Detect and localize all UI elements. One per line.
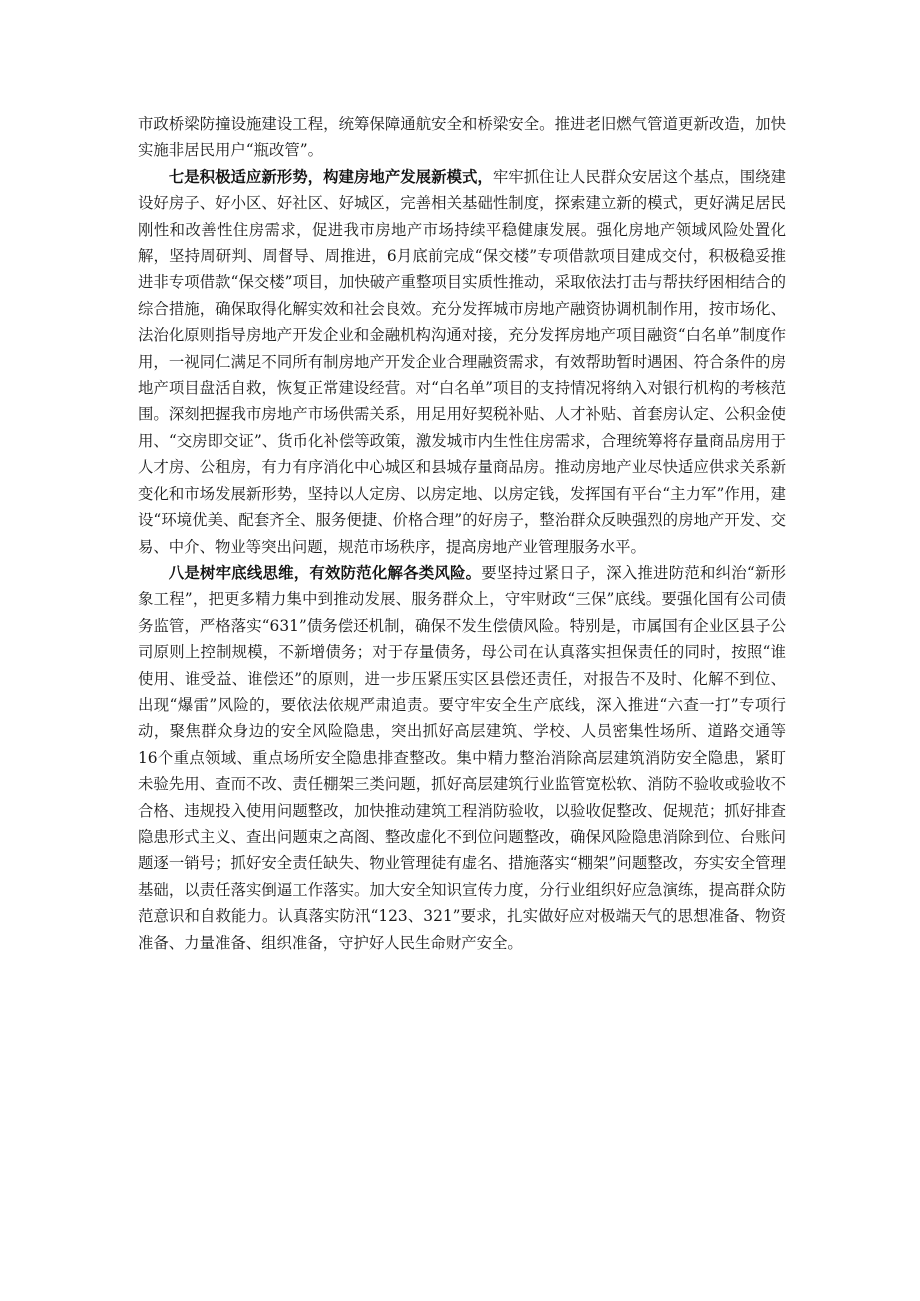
paragraph-1-text: 市政桥梁防撞设施建设工程，统筹保障通航安全和桥梁安全。推进老旧燃气管道更新改造，加快实施非居民用户“瓶改管”。 bbox=[138, 115, 786, 160]
paragraph-3-text: 要坚持过紧日子，深入推进防范和纠治“新形象工程”，把更多精力集中到推动发展、服务群众上，守牢财政“三保”底线。要强化国有公司债务监管，严格落实“631”债务偿还机制，确保不发生偿债风险。特别是，市属国有企业区县子公司原则上控制规模，不新增债务；对于存量债务，母公司在认真落实担保责任的同时，按照“谁使用、谁受益、谁偿还”的原则，进一步压紧压实区县偿还责任，对报告不及时、化解不到位、出现“爆雷”风险的，要依法依规严肃追责。要守牢安全生产底线，深入推进“六查一打”专项行动，聚焦群众身边的安全风险隐患，突出抓好高层建筑、学校、人员密集性场所、道路交通等16个重点领域、重点场所安全隐患排查整改。集中精力整治消除高层建筑消防安全隐患，紧盯未验先用、查而不改、责任棚架三类问题，抓好高层建筑行业监管宽松软、消防不验收或验收不合格、违规投入使用问题整改，加快推动建筑工程消防验收，以验收促整改、促规范；抓好排查隐患形式主义、查出问题束之高阁、整改虚化不到位问题整改，确保风险隐患消除到位、台账问题逐一销号；抓好安全责任缺失、物业管理徒有虚名、措施落实“棚架”问题整改，夯实安全管理基础，以责任落实倒逼工作落实。加大安全知识宣传力度，分行业组织好应急演练，提高群众防范意识和自救能力。认真落实防汛“123、321”要求，扎实做好应对极端天气的思想准备、物资准备、力量准备、组织准备，守护好人民生命财产安全。 bbox=[138, 563, 786, 952]
paragraph-3-lead: 八是树牢底线思维，有效防范化解各类风险。 bbox=[168, 563, 482, 582]
paragraph-1 bbox=[138, 111, 786, 164]
paragraph-2 bbox=[138, 164, 786, 560]
paragraph-2-text: 牢牢抓住让人民群众安居这个基点，围绕建设好房子、好小区、好社区、好城区，完善相关基础性制度，探索建立新的模式，更好满足居民刚性和改善性住房需求，促进我市房地产市场持续平稳健康发展。强化房地产领域风险处置化解，坚持周研判、周督导、周推进，6月底前完成“保交楼”专项借款项目建成交付，积极稳妥推进非专项借款“保交楼”项目，加快破产重整项目实质性推动，采取依法打击与帮扶纾困相结合的综合措施，确保取得化解实效和社会良效。充分发挥城市房地产融资协调机制作用，按市场化、法治化原则指导房地产开发企业和金融机构沟通对接，充分发挥房地产项目融资“白名单”制度作用，一视同仁满足不同所有制房地产开发企业合理融资需求，有效帮助暂时遇困、符合条件的房地产项目盘活自救，恢复正常建设经营。对“白名单”项目的支持情况将纳入对银行机构的考核范围。深刻把握我市房地产市场供需关系，用足用好契税补贴、人才补贴、首套房认定、公积金使用、“交房即交证”、货币化补偿等政策，激发城市内生性住房需求，合理统筹将存量商品房用于人才房、公租房，有力有序消化中心城区和县城存量商品房。推动房地产业尽快适应供求关系新变化和市场发展新形势，坚持以人定房、以房定地、以房定钱，发挥国有平台“主力军”作用，建设“环境优美、配套齐全、服务便捷、价格合理”的好房子，整治群众反映强烈的房地产开发、交易、中介、物业等突出问题，规范市场秩序，提高房地产业管理服务水平。 bbox=[138, 167, 786, 556]
paragraph-3 bbox=[138, 560, 786, 956]
paragraph-2-lead: 七是积极适应新形势，构建房地产发展新模式， bbox=[168, 167, 493, 186]
document-body bbox=[138, 111, 786, 956]
